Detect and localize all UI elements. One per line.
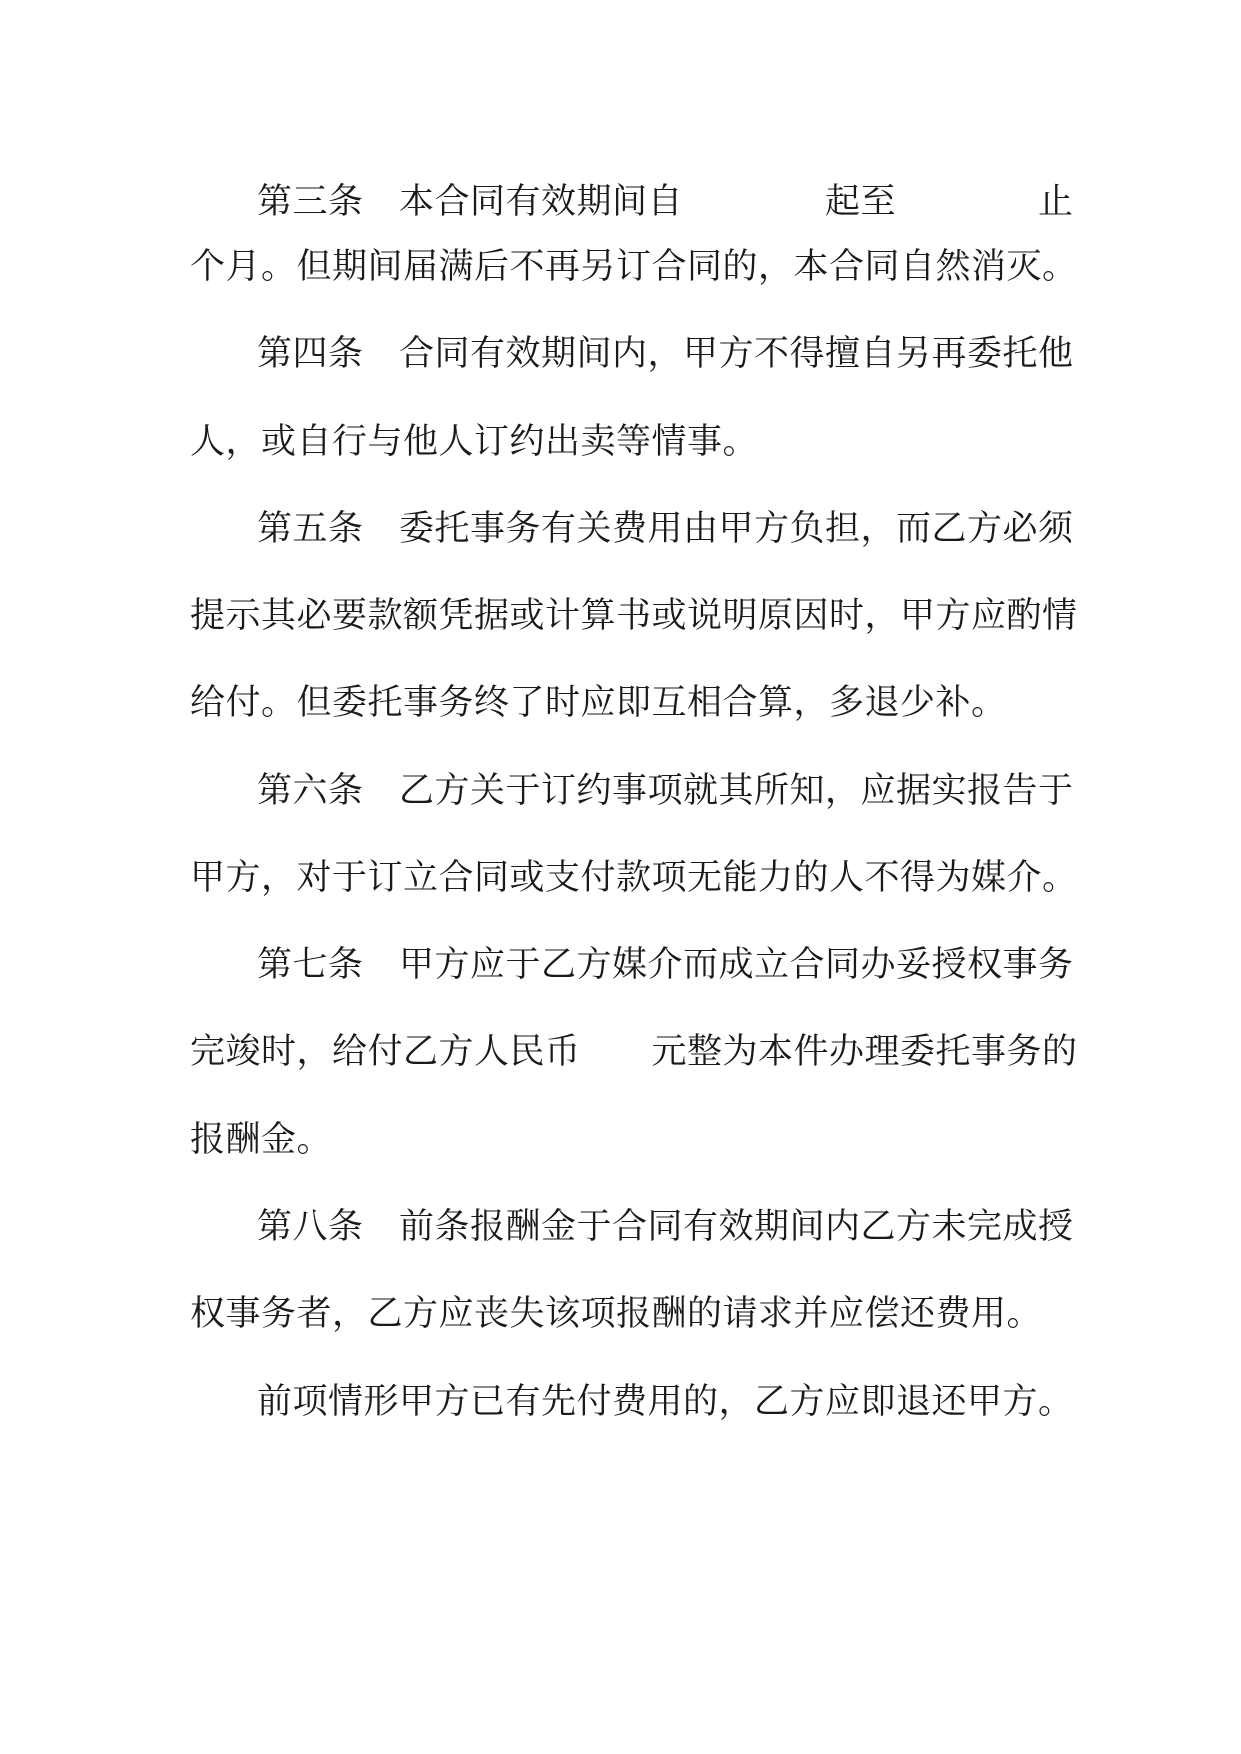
article-3-line-1: 第三条 本合同有效期间自 起至 止 <box>257 182 1074 222</box>
article-8-line-1: 第八条 前条报酬金于合同有效期间内乙方未完成授 <box>257 1207 1074 1247</box>
article-8-paragraph-2: 前项情形甲方已有先付费用的，乙方应即退还甲方。 <box>257 1382 1074 1422</box>
article-6-line-2: 甲方，对于订立合同或支付款项无能力的人不得为媒介。 <box>190 858 1078 898</box>
article-4-line-1: 第四条 合同有效期间内，甲方不得擅自另再委托他 <box>257 334 1074 374</box>
article-5-line-3: 给付。但委托事务终了时应即互相合算，多退少补。 <box>190 683 1007 723</box>
article-7-line-3: 报酬金。 <box>190 1120 333 1160</box>
article-5-line-2: 提示其必要款额凭据或计算书或说明原因时，甲方应酌情 <box>190 596 1078 636</box>
article-3-line-2: 个月。但期间届满后不再另订合同的，本合同自然消灭。 <box>190 247 1078 287</box>
article-8-line-2: 权事务者，乙方应丧失该项报酬的请求并应偿还费用。 <box>190 1294 1043 1334</box>
article-5-line-1: 第五条 委托事务有关费用由甲方负担，而乙方必须 <box>257 509 1074 549</box>
article-4-line-2: 人，或自行与他人订约出卖等情事。 <box>190 422 759 462</box>
article-6-line-1: 第六条 乙方关于订约事项就其所知，应据实报告于 <box>257 771 1074 811</box>
article-7-line-2: 完竣时，给付乙方人民币 元整为本件办理委托事务的 <box>190 1032 1078 1072</box>
article-7-line-1: 第七条 甲方应于乙方媒介而成立合同办妥授权事务 <box>257 945 1074 985</box>
